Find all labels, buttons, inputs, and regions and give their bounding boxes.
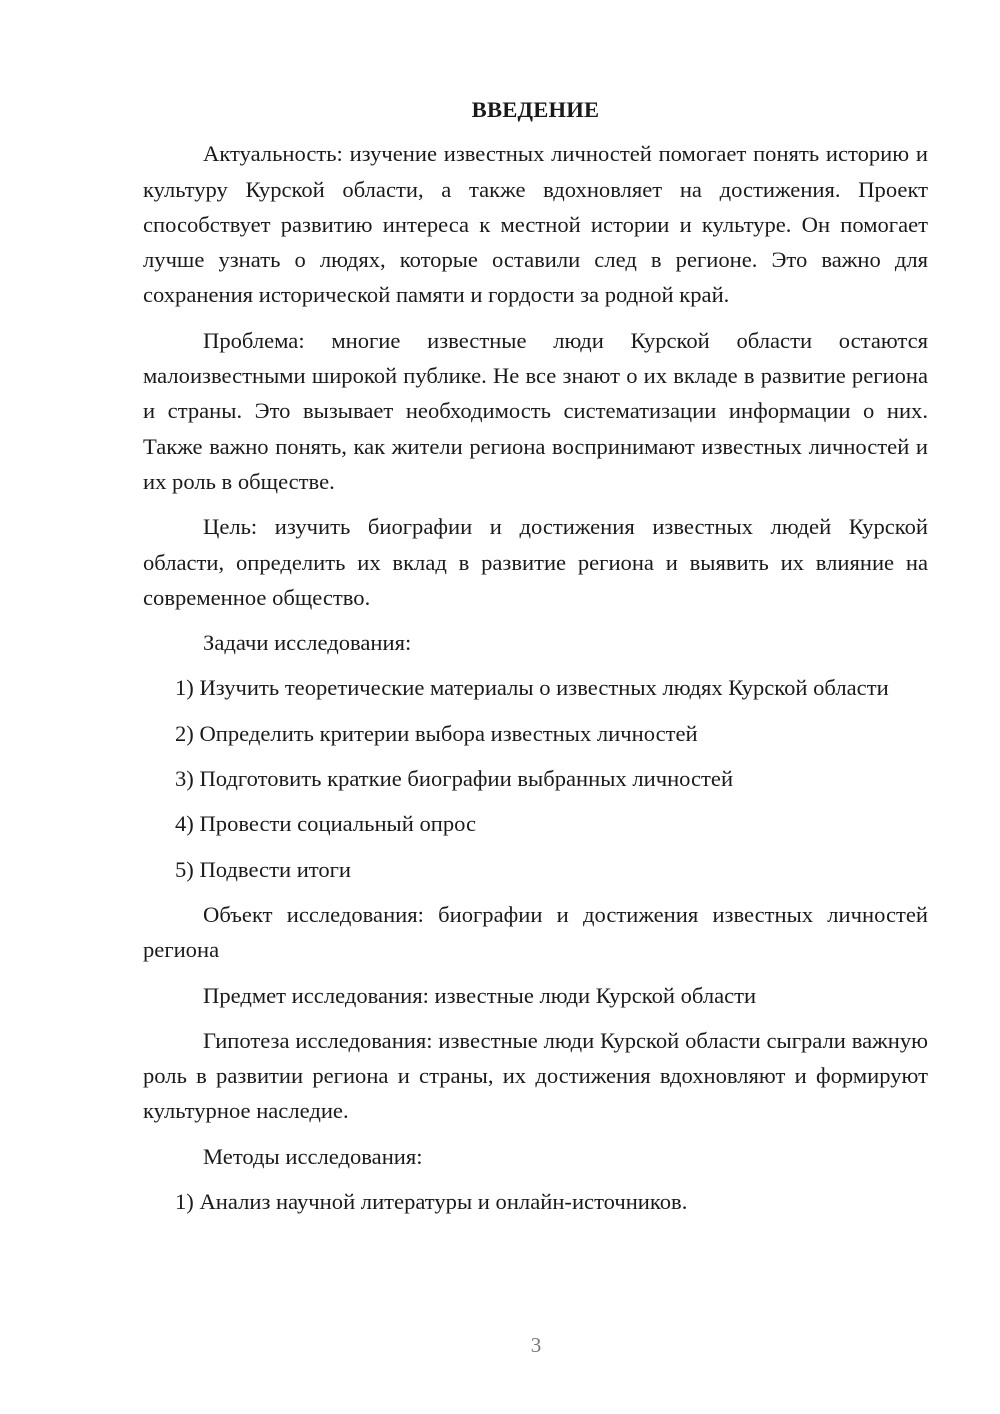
- hypothesis-paragraph: Гипотеза исследования: известные люди Курской области сыграли важную роль в развитии региона и страны, их достижения вдохновляют и формируют культурное наследие.: [143, 1027, 928, 1124]
- page-number: 3: [530, 1333, 542, 1357]
- methods-heading: Методы исследования:: [203, 1143, 423, 1169]
- section-title: ВВЕДЕНИЕ: [471, 97, 600, 122]
- document-page: [143, 92, 928, 1229]
- tasks-list: [143, 670, 928, 886]
- task-item: 3) Подготовить краткие биографии выбранных личностей: [175, 766, 734, 792]
- goal-paragraph: Цель: изучить биографии и достижения известных людей Курской области, определить их вклад в развитие региона и выявить их влияние на современное общество.: [143, 514, 928, 610]
- relevance-paragraph: Актуальность: изучение известных личностей помогает понять историю и культуру Курской области, а также вдохновляет на достижения. Проект способствует развитию интереса к местной истории и культуре. Он помогает лучше узнать о людях, которые оставили след в регионе. Это важно для сохранения исторической памяти и гордости за родной край.: [143, 141, 928, 308]
- tasks-heading: Задачи исследования:: [203, 630, 412, 656]
- task-item: 1) Изучить теоретические материалы о известных людях Курской области: [175, 675, 889, 701]
- task-item: 5) Подвести итоги: [175, 856, 352, 882]
- task-item: 2) Определить критерии выбора известных личностей: [175, 720, 698, 746]
- object-paragraph: Объект исследования: биографии и достижения известных личностей региона: [143, 901, 928, 963]
- method-item: 1) Анализ научной литературы и онлайн-источников.: [175, 1189, 688, 1215]
- subject-paragraph: Предмет исследования: известные люди Курской области: [203, 982, 757, 1008]
- methods-list: [143, 1184, 928, 1219]
- task-item: 4) Провести социальный опрос: [175, 811, 477, 837]
- problem-paragraph: Проблема: многие известные люди Курской области остаются малоизвестными широкой публике. Не все знают о их вкладе в развитие региона и страны. Это вызывает необходимость систематизации информации о них. Также важно понять, как жители региона воспринимают известных личностей и их роль в обществе.: [143, 327, 928, 494]
